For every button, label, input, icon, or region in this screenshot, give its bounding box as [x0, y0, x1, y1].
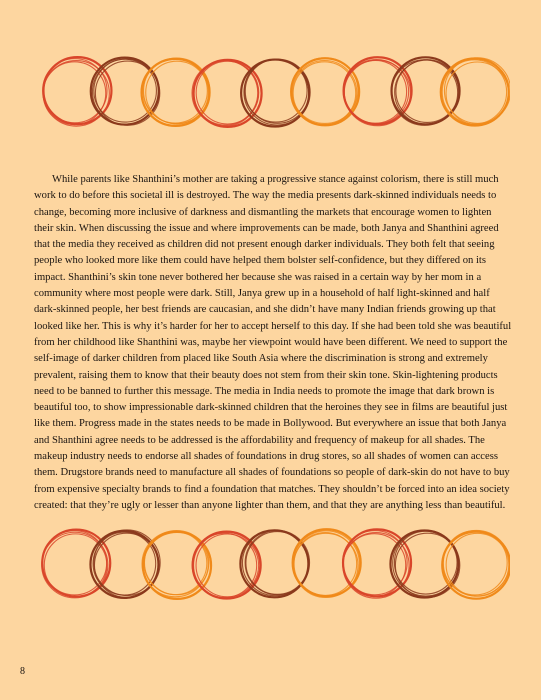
article-body	[34, 172, 512, 514]
article-paragraph: While parents like Shanthini’s mother are taking a progressive stance against colorism, there is still much work to do before this societal ill is destroyed. The way the media presents dark-skinned individuals needs to change, becoming more inclusive of darkness and dismantling the markets that encourage women to lighten their skin. When discussing the issue and where improvements can be made, both Janya and Shanthini agreed that the media they received as children did not present enough darker individuals. They both felt that seeing people who looked more like them could have helped them bolster self-confidence, but they differed on its impact. Shanthini’s skin tone never bothered her because she was raised in a certain way by her mom in a community where most people were dark. Still, Janya grew up in a household of half light-skinned and half dark-skinned people, her best friends are caucasian, and she didn’t have many Indian friends growing up that looked like her. This is why it’s harder for her to accept herself to this day. If she had been told she was beautiful from her childhood like Shanthini was, maybe her viewpoint would have been different. We need to support the self-image of darker children from placed like South Asia where the discrimination is strong and extremely prevalent, raising them to know that their beauty does not stem from their skin tone. Skin-lightening products need to be banned to further this message. The media in India needs to promote the image that dark brown is beautiful too, to show impressionable dark-skinned children that the heroines they see in films are beautiful just like them. Progress made in the states needs to be made in Bollywood. But everywhere an issue that both Janya and Shanthini agree needs to be addressed is the affordability and frequency of makeup for all shades. The makeup industry needs to endorse all shades of foundations in drug stores, so all shades of women can access them. Drugstore brands need to manufacture all shades of foundations so people of dark-skin do not have to buy from expensive specialty brands to find a foundation that matches. They shouldn’t be forced into an idea society created: that they’re ugly or lesser than anyone lighter than them, and that they are anything less than beautiful.	[34, 174, 512, 511]
ring-icon	[293, 529, 361, 597]
ring-icon	[240, 530, 309, 597]
decorative-rings-bottom	[40, 524, 510, 604]
ring-icon	[142, 58, 210, 126]
ring-icon	[291, 58, 359, 125]
ring-icon	[142, 531, 211, 599]
decorative-rings-top	[40, 52, 510, 132]
page-number: 8	[20, 666, 25, 677]
ring-icon	[90, 530, 160, 598]
ring-icon	[442, 530, 510, 598]
ring-icon	[441, 58, 510, 126]
